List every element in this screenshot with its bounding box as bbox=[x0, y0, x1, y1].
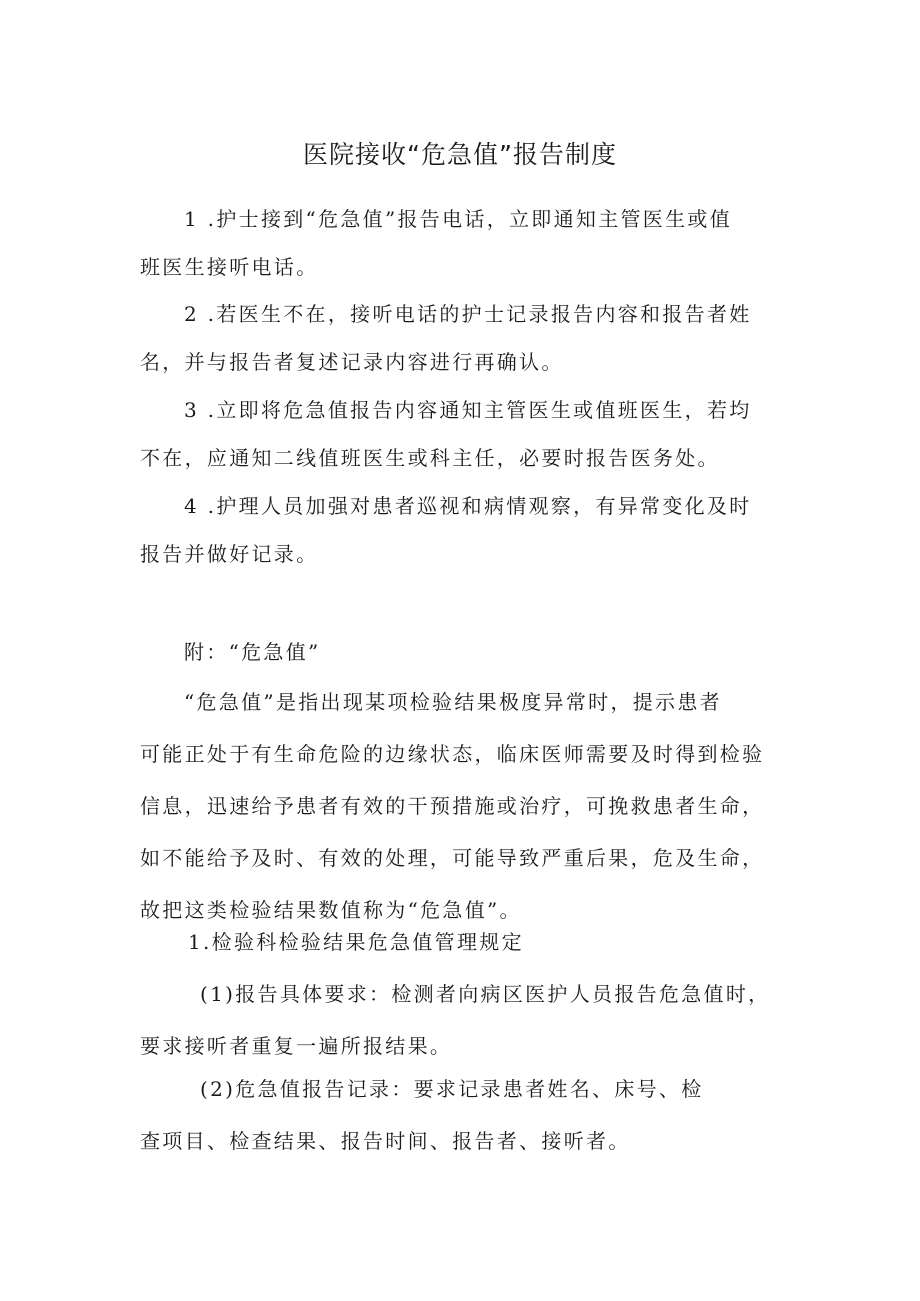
requirement-item-2-line-2: 查项目、检查结果、报告时间、报告者、接听者。 bbox=[140, 1129, 631, 1153]
requirement-item-2 bbox=[140, 1063, 785, 1167]
rule-item-2-line-1: 2 .若医生不在，接听电话的护士记录报告内容和报告者姓 bbox=[184, 302, 752, 326]
rule-item-3 bbox=[140, 386, 785, 482]
appendix-heading: 附：“危急值” bbox=[184, 640, 321, 664]
rule-item-1-line-1: 1 .护士接到“危急值”报告电话，立即通知主管医生或值 bbox=[184, 207, 732, 231]
definition-line-1: “危急值”是指出现某项检验结果极度异常时，提示患者 bbox=[184, 690, 722, 714]
rule-item-4 bbox=[140, 482, 785, 578]
requirement-item-1 bbox=[140, 968, 785, 1072]
section-title: 1.检验科检验结果危急值管理规定 bbox=[188, 930, 524, 954]
rule-item-4-line-1: 4 .护理人员加强对患者巡视和病情观察，有异常变化及时 bbox=[184, 494, 752, 518]
definition-line-5: 故把这类检验结果数值称为“危急值”。 bbox=[140, 898, 522, 922]
rule-item-4-line-2: 报告并做好记录。 bbox=[140, 542, 319, 566]
appendix-definition bbox=[140, 676, 785, 936]
rule-item-1-line-2: 班医生接听电话。 bbox=[140, 255, 319, 279]
requirement-item-1-line-1: (1)报告具体要求：检测者向病区医护人员报告危急值时， bbox=[200, 982, 771, 1006]
requirement-item-1-line-2: 要求接听者重复一遍所报结果。 bbox=[140, 1034, 453, 1058]
definition-line-3: 信息，迅速给予患者有效的干预措施或治疗，可挽救患者生命， bbox=[140, 794, 765, 818]
rule-item-3-line-1: 3 .立即将危急值报告内容通知主管医生或值班医生，若均 bbox=[184, 398, 752, 422]
definition-line-4: 如不能给予及时、有效的处理，可能导致严重后果，危及生命， bbox=[140, 846, 765, 870]
document-title: 医院接收“危急值”报告制度 bbox=[303, 140, 617, 169]
rule-item-3-line-2: 不在，应通知二线值班医生或科主任，必要时报告医务处。 bbox=[140, 446, 720, 470]
rule-item-2 bbox=[140, 290, 785, 386]
definition-line-2: 可能正处于有生命危险的边缘状态，临床医师需要及时得到检验 bbox=[140, 742, 765, 766]
rule-item-1 bbox=[140, 195, 785, 291]
requirement-item-2-line-1: (2)危急值报告记录：要求记录患者姓名、床号、检 bbox=[200, 1077, 704, 1101]
rule-item-2-line-2: 名，并与报告者复述记录内容进行再确认。 bbox=[140, 350, 564, 374]
